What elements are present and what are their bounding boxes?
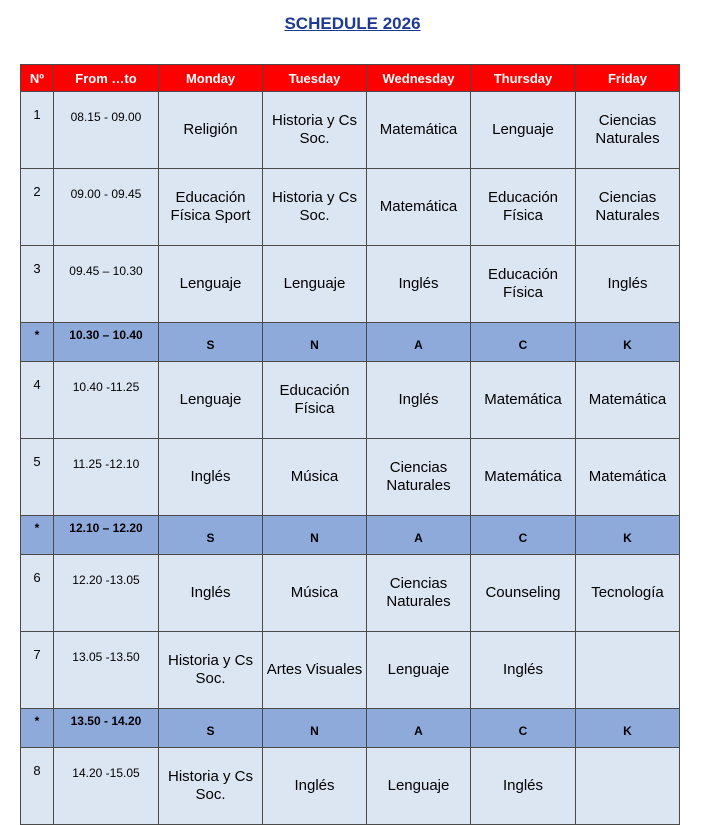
tuesday-cell: N <box>263 323 367 362</box>
thursday-cell: Matemática <box>471 439 576 516</box>
schedule-table <box>20 64 680 825</box>
monday-cell: Historia y Cs Soc. <box>159 632 263 709</box>
period-number: * <box>21 516 54 555</box>
friday-cell: Tecnología <box>576 555 680 632</box>
friday-cell <box>576 632 680 709</box>
wednesday-cell: Inglés <box>367 246 471 323</box>
thursday-cell: C <box>471 709 576 748</box>
tuesday-cell: Historia y Cs Soc. <box>263 169 367 246</box>
header-number: Nº <box>21 65 54 92</box>
period-number: 2 <box>21 169 54 246</box>
table-row <box>21 632 680 709</box>
period-time: 09.00 - 09.45 <box>54 169 159 246</box>
tuesday-cell: Artes Visuales <box>263 632 367 709</box>
break-row <box>21 516 680 555</box>
period-time: 12.20 -13.05 <box>54 555 159 632</box>
page-title: SCHEDULE 2026 <box>284 14 421 33</box>
thursday-cell: C <box>471 323 576 362</box>
wednesday-cell: Matemática <box>367 169 471 246</box>
period-time: 13.50 - 14.20 <box>54 709 159 748</box>
friday-cell: Matemática <box>576 439 680 516</box>
period-number: 1 <box>21 92 54 169</box>
monday-cell: Lenguaje <box>159 246 263 323</box>
thursday-cell: Matemática <box>471 362 576 439</box>
period-time: 10.30 – 10.40 <box>54 323 159 362</box>
table-row <box>21 92 680 169</box>
tuesday-cell: N <box>263 516 367 555</box>
tuesday-cell: Historia y Cs Soc. <box>263 92 367 169</box>
tuesday-cell: Lenguaje <box>263 246 367 323</box>
period-number: 4 <box>21 362 54 439</box>
wednesday-cell: A <box>367 709 471 748</box>
thursday-cell: Educación Física <box>471 169 576 246</box>
thursday-cell: Inglés <box>471 632 576 709</box>
period-time: 09.45 – 10.30 <box>54 246 159 323</box>
monday-cell: Historia y Cs Soc. <box>159 748 263 825</box>
friday-cell: K <box>576 516 680 555</box>
wednesday-cell: Matemática <box>367 92 471 169</box>
period-time: 13.05 -13.50 <box>54 632 159 709</box>
wednesday-cell: Ciencias Naturales <box>367 555 471 632</box>
break-row <box>21 709 680 748</box>
monday-cell: S <box>159 323 263 362</box>
friday-cell: Ciencias Naturales <box>576 92 680 169</box>
friday-cell: K <box>576 709 680 748</box>
wednesday-cell: Lenguaje <box>367 632 471 709</box>
table-row <box>21 169 680 246</box>
period-number: * <box>21 709 54 748</box>
thursday-cell: Inglés <box>471 748 576 825</box>
friday-cell: Inglés <box>576 246 680 323</box>
wednesday-cell: Ciencias Naturales <box>367 439 471 516</box>
monday-cell: Inglés <box>159 555 263 632</box>
break-row <box>21 323 680 362</box>
thursday-cell: Lenguaje <box>471 92 576 169</box>
header-monday: Monday <box>159 65 263 92</box>
period-number: * <box>21 323 54 362</box>
header-row <box>21 65 680 92</box>
header-time: From …to <box>54 65 159 92</box>
friday-cell: Ciencias Naturales <box>576 169 680 246</box>
header-wednesday: Wednesday <box>367 65 471 92</box>
tuesday-cell: Educación Física <box>263 362 367 439</box>
thursday-cell: Educación Física <box>471 246 576 323</box>
monday-cell: S <box>159 709 263 748</box>
wednesday-cell: Inglés <box>367 362 471 439</box>
period-time: 12.10 – 12.20 <box>54 516 159 555</box>
friday-cell: K <box>576 323 680 362</box>
table-row <box>21 748 680 825</box>
wednesday-cell: Lenguaje <box>367 748 471 825</box>
period-number: 7 <box>21 632 54 709</box>
friday-cell: Matemática <box>576 362 680 439</box>
header-tuesday: Tuesday <box>263 65 367 92</box>
table-row <box>21 362 680 439</box>
table-row <box>21 439 680 516</box>
wednesday-cell: A <box>367 323 471 362</box>
header-thursday: Thursday <box>471 65 576 92</box>
period-time: 14.20 -15.05 <box>54 748 159 825</box>
tuesday-cell: N <box>263 709 367 748</box>
period-time: 11.25 -12.10 <box>54 439 159 516</box>
header-friday: Friday <box>576 65 680 92</box>
tuesday-cell: Inglés <box>263 748 367 825</box>
tuesday-cell: Música <box>263 439 367 516</box>
friday-cell <box>576 748 680 825</box>
period-number: 6 <box>21 555 54 632</box>
monday-cell: Inglés <box>159 439 263 516</box>
monday-cell: Educación Física Sport <box>159 169 263 246</box>
period-number: 5 <box>21 439 54 516</box>
tuesday-cell: Música <box>263 555 367 632</box>
thursday-cell: Counseling <box>471 555 576 632</box>
monday-cell: Lenguaje <box>159 362 263 439</box>
monday-cell: Religión <box>159 92 263 169</box>
period-number: 8 <box>21 748 54 825</box>
period-time: 08.15 - 09.00 <box>54 92 159 169</box>
table-row <box>21 246 680 323</box>
table-row <box>21 555 680 632</box>
monday-cell: S <box>159 516 263 555</box>
period-number: 3 <box>21 246 54 323</box>
period-time: 10.40 -11.25 <box>54 362 159 439</box>
thursday-cell: C <box>471 516 576 555</box>
wednesday-cell: A <box>367 516 471 555</box>
